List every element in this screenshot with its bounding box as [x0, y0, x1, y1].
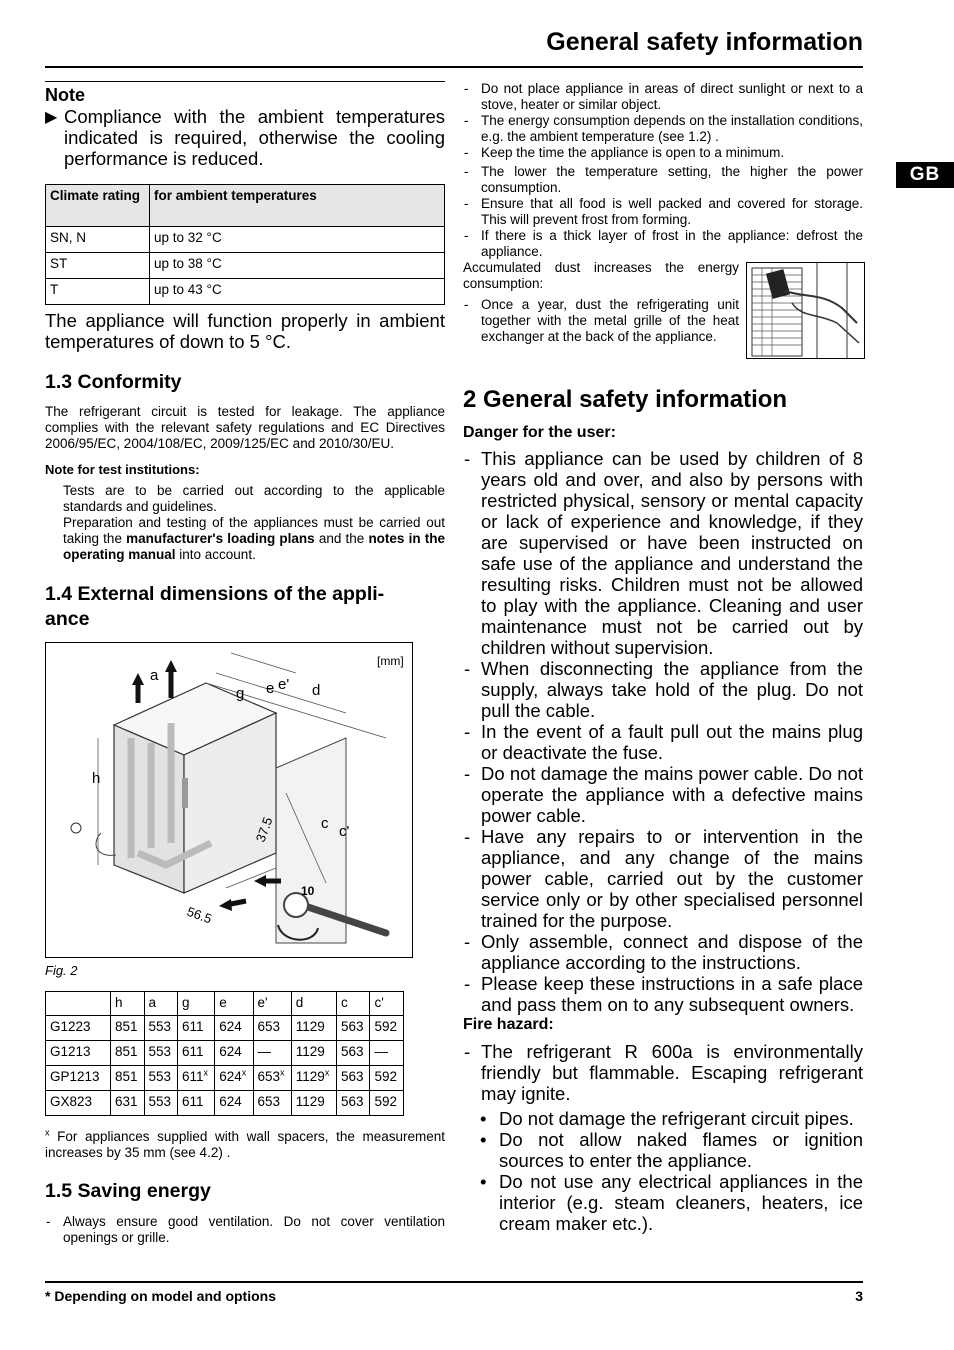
table-cell: 553	[144, 1066, 178, 1091]
list-item: - The lower the temperature setting, the higher the power consumption.	[463, 164, 863, 196]
list-item: - In the event of a fault pull out the mains plug or deactivate the fuse.	[463, 721, 863, 763]
table-cell: 631	[111, 1091, 145, 1116]
table-cell: 653	[253, 1091, 291, 1116]
dim-table	[45, 991, 404, 1116]
table-row	[46, 227, 445, 253]
superscript-mark: x	[280, 1067, 285, 1078]
table-cell: 563	[336, 1091, 370, 1116]
table-header-cell	[46, 992, 111, 1016]
table-cell: 592	[370, 1016, 404, 1041]
note-heading: Note	[45, 85, 85, 105]
dim-label-a: a	[150, 667, 159, 684]
dim-label-d: d	[312, 682, 321, 699]
text-run: and the	[314, 531, 369, 546]
fire-heading: Fire hazard:	[463, 1016, 554, 1033]
list-item: - Always ensure good ventilation. Do not cover ventilation openings or grille.	[45, 1214, 445, 1246]
table-cell: 851	[111, 1066, 145, 1091]
unit-label: [mm]	[377, 654, 404, 668]
fire-list	[463, 1041, 863, 1104]
list-item: - This appliance can be used by children of 8 years old and over, and also by persons with restricted physical, sensory or mental capacity or lack of experience and knowledge, if they are supervised or have been instructed on safe use of the appliance and understand the resulting risks. Children must not be allowed to play with the appliance. Cleaning and user maintenance must not be carried out by children without supervision.	[463, 448, 863, 658]
table-cell: 624	[215, 1041, 253, 1066]
saving-energy-list	[45, 1214, 445, 1246]
table-cell: 611	[178, 1041, 215, 1066]
superscript-mark: x	[324, 1067, 330, 1078]
table-cell: 1129	[291, 1016, 336, 1041]
table-cell: 851	[111, 1016, 145, 1041]
dim-label-h: h	[92, 770, 101, 787]
text-run-bold: notes in the operating manual	[63, 531, 445, 562]
dim-table-wrap	[45, 991, 404, 1116]
note-box	[45, 85, 445, 169]
dim-label-g: g	[236, 685, 245, 702]
footnote-mark: x	[45, 1127, 50, 1138]
table-header-row	[46, 992, 404, 1016]
table-cell: 611	[178, 1091, 215, 1116]
footnote-text: For appliances supplied with wall spacers, the measurement increases by 35 mm (see 4.2) .	[45, 1129, 445, 1160]
note-text: Compliance with the ambient temperatures indicated is required, otherwise the cooling performance is reduced.	[64, 106, 445, 169]
table-cell: SN, N	[46, 227, 150, 253]
vent-arrow-head	[132, 673, 144, 685]
table-cell: 563	[336, 1016, 370, 1041]
danger-list	[463, 448, 863, 1015]
table-cell: ST	[46, 253, 150, 279]
table-cell: G1223	[46, 1016, 111, 1041]
table-cell: up to 43 °C	[150, 279, 445, 305]
header-rule	[45, 66, 863, 68]
cell-value: 1129	[295, 1069, 325, 1084]
table-cell	[291, 1066, 336, 1091]
dusting-illustration	[746, 262, 865, 359]
section-heading-1-4: 1.4 External dimensions of the appli-ance	[45, 583, 385, 630]
list-item: - Keep the time the appliance is open to a minimum.	[463, 145, 863, 161]
superscript-mark: x	[203, 1067, 209, 1078]
table-cell: GX823	[46, 1091, 111, 1116]
vent-arrow-head	[165, 660, 177, 672]
table-cell: —	[253, 1041, 291, 1066]
play-arrow-icon: ▶	[45, 109, 58, 126]
list-item: - Only assemble, connect and dispose of the appliance according to the instructions.	[463, 931, 863, 973]
table-cell	[178, 1066, 215, 1091]
table-row	[46, 1016, 404, 1041]
test-note-text-1: Tests are to be carried out according to the applicable standards and guidelines.	[63, 483, 445, 514]
table-row	[46, 279, 445, 305]
table-cell	[215, 1066, 253, 1091]
table-header-cell: c	[336, 992, 370, 1016]
section-heading-1-5: 1.5 Saving energy	[45, 1180, 211, 1202]
list-item: - The refrigerant R 600a is environmentally friendly but flammable. Escaping refrigerant may ignite.	[463, 1041, 863, 1104]
table-cell: 851	[111, 1041, 145, 1066]
power-cable	[96, 833, 116, 855]
table-row	[46, 1066, 404, 1091]
table-header-cell: e	[215, 992, 253, 1016]
table-header-cell: e'	[253, 992, 291, 1016]
table-row	[46, 253, 445, 279]
language-tab: GB	[896, 162, 954, 188]
cell-value: 611	[182, 1069, 204, 1084]
energy-tips-list	[463, 81, 863, 260]
table-cell: 1129	[291, 1091, 336, 1116]
table-cell: 653	[253, 1016, 291, 1041]
conformity-text: The refrigerant circuit is tested for leakage. The appliance complies with the relevant safety regulations and EC Directives 2006/95/EC, 2004/108/EC, 2009/125/EC and 2010/30/EU.	[45, 404, 445, 451]
appliance-dimension-drawing	[46, 643, 412, 957]
table-header-cell: Climate rating	[46, 185, 150, 227]
list-item: - Ensure that all food is well packed and covered for storage. This will prevent frost from forming.	[463, 196, 863, 228]
list-item: - Have any repairs to or intervention in the appliance, and any change of the mains power cable, carried out by the customer service only or by other specialised personnel trained for the purpose.	[463, 826, 863, 931]
table-header-cell: a	[144, 992, 178, 1016]
dust-text: Accumulated dust increases the energy consumption:	[463, 260, 739, 291]
table-cell: 592	[370, 1066, 404, 1091]
dimensions-figure	[45, 642, 413, 958]
dust-list	[463, 297, 739, 345]
door-handle	[182, 778, 188, 808]
figure-caption: Fig. 2	[45, 963, 78, 978]
plug-icon	[71, 823, 81, 833]
table-cell: 563	[336, 1066, 370, 1091]
page-header-title: General safety information	[546, 28, 863, 56]
section-heading-2: 2 General safety information	[463, 386, 788, 413]
note-body	[45, 106, 445, 169]
list-item: - Do not damage the mains power cable. Do not operate the appliance with a defective mains power cable.	[463, 763, 863, 826]
dimension-line	[231, 653, 296, 673]
cell-value: 653	[257, 1069, 281, 1084]
dim-label-10: 10	[301, 884, 315, 898]
list-item: • Do not damage the refrigerant circuit pipes.	[463, 1108, 863, 1129]
text-run: Preparation and testing of the appliances must be carried out taking the	[63, 515, 445, 546]
list-item: - When disconnecting the appliance from the supply, always take hold of the plug. Do not pull the cable.	[463, 658, 863, 721]
climate-table	[45, 184, 445, 305]
note-rule	[45, 81, 445, 82]
table-cell: 563	[336, 1041, 370, 1066]
table-cell: up to 32 °C	[150, 227, 445, 253]
dim-label-37-5: 37.5	[252, 815, 276, 845]
dim-label-e: e	[266, 680, 275, 697]
text-run: into account.	[175, 547, 256, 562]
text-run-bold: manufacturer's loading plans	[126, 531, 315, 546]
table-header-cell: for ambient temperatures	[150, 185, 445, 227]
table-cell: 1129	[291, 1041, 336, 1066]
table-cell: G1213	[46, 1041, 111, 1066]
table-cell	[253, 1066, 291, 1091]
footer-rule	[45, 1281, 863, 1283]
list-item: - Please keep these instructions in a safe place and pass them on to any subsequent owners.	[463, 973, 863, 1015]
list-item: • Do not use any electrical appliances in the interior (e.g. steam cleaners, heaters, ice cream maker etc.).	[463, 1171, 863, 1234]
dim-label-c-prime: c'	[339, 823, 350, 840]
test-note-heading: Note for test institutions:	[45, 462, 200, 477]
cell-value: 624	[219, 1069, 242, 1084]
dust-block	[463, 260, 739, 345]
table-header-cell: h	[111, 992, 145, 1016]
table-cell: —	[370, 1041, 404, 1066]
table-cell: up to 38 °C	[150, 253, 445, 279]
table-row	[46, 1091, 404, 1116]
fire-bullet-list	[463, 1108, 863, 1234]
climate-table-wrap	[45, 184, 445, 305]
brush-grille-drawing	[747, 263, 864, 358]
vent-arrow-head	[219, 899, 232, 911]
test-note-text-2	[63, 515, 445, 563]
list-item: • Do not allow naked flames or ignition sources to enter the appliance.	[463, 1129, 863, 1171]
list-item: - The energy consumption depends on the installation conditions, e.g. the ambient temperature (see 1.2) .	[463, 113, 863, 145]
table-header-cell: c'	[370, 992, 404, 1016]
superscript-mark: x	[241, 1067, 247, 1078]
ambient-text: The appliance will function properly in ambient temperatures of down to 5 °C.	[45, 310, 445, 352]
table-cell: 553	[144, 1016, 178, 1041]
table-row	[46, 1041, 404, 1066]
dim-label-56-5: 56.5	[184, 903, 214, 927]
section-heading-1-3: 1.3 Conformity	[45, 371, 182, 393]
table-cell: T	[46, 279, 150, 305]
table-header-cell: g	[178, 992, 215, 1016]
table-cell: 624	[215, 1091, 253, 1116]
test-note-body	[63, 483, 445, 563]
list-item: - Do not place appliance in areas of direct sunlight or next to a stove, heater or similar object.	[463, 81, 863, 113]
table-header-row	[46, 185, 445, 227]
table-cell: 553	[144, 1091, 178, 1116]
table-cell: 592	[370, 1091, 404, 1116]
table-cell: GP1213	[46, 1066, 111, 1091]
dim-footnote	[45, 1129, 445, 1161]
list-item: - Once a year, dust the refrigerating unit together with the metal grille of the heat exchanger at the back of the appliance.	[463, 297, 739, 345]
dim-label-e-prime: e'	[278, 676, 290, 693]
table-header-cell: d	[291, 992, 336, 1016]
table-cell: 611	[178, 1016, 215, 1041]
footer-note: * Depending on model and options	[45, 1288, 276, 1304]
danger-heading: Danger for the user:	[463, 424, 616, 441]
table-cell: 624	[215, 1016, 253, 1041]
table-cell: 553	[144, 1041, 178, 1066]
page-number: 3	[855, 1288, 863, 1304]
list-item: - If there is a thick layer of frost in the appliance: defrost the appliance.	[463, 228, 863, 260]
vent-arrow-head	[254, 875, 266, 887]
dim-label-c: c	[321, 815, 329, 832]
